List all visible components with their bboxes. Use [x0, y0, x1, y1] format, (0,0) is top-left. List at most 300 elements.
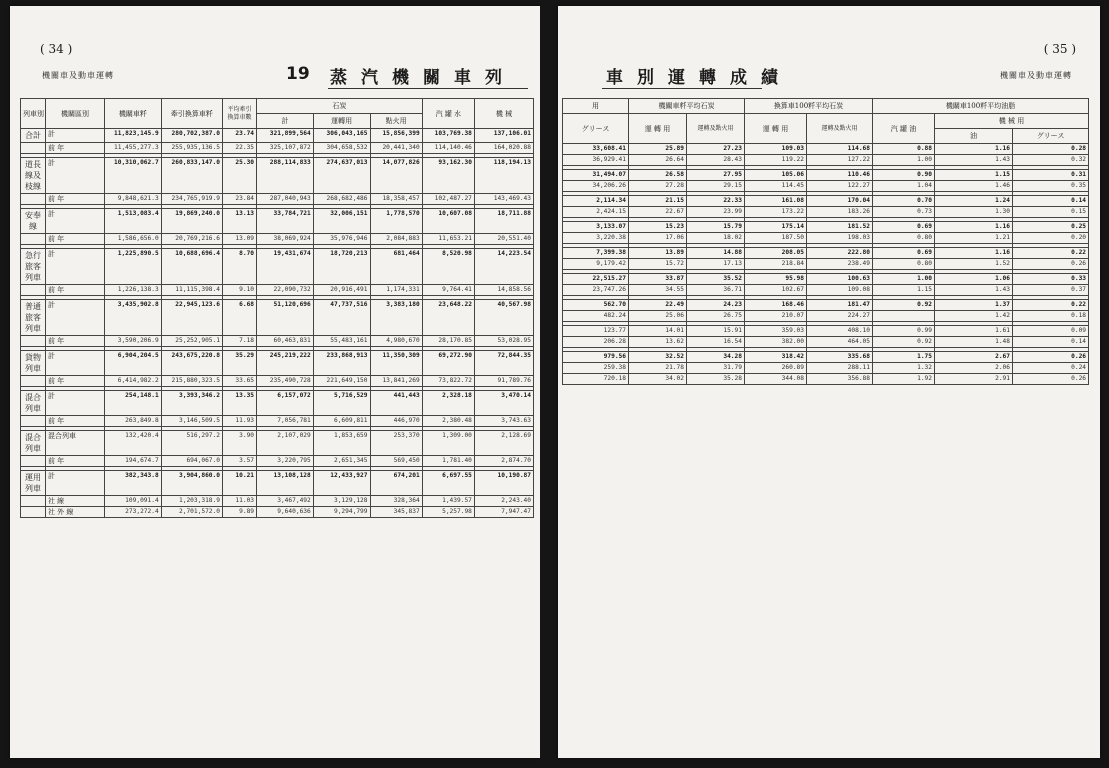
table-cell: 9,640,636 — [257, 507, 314, 518]
table-cell: 27.95 — [687, 170, 745, 181]
table-cell: 0.26 — [1013, 374, 1089, 385]
row-label: 社 外 線 — [45, 507, 104, 518]
table-cell: 1.16 — [935, 248, 1013, 259]
table-cell: 109.03 — [745, 144, 807, 155]
table-cell: 2,128.69 — [474, 431, 533, 456]
table-row — [21, 507, 534, 518]
table-cell: 234,765,919.9 — [161, 194, 222, 205]
table-cell: 181.52 — [807, 222, 873, 233]
table-cell: 53,028.95 — [474, 336, 533, 347]
table-cell: 306,043,165 — [313, 129, 370, 143]
table-cell: 18,711.88 — [474, 209, 533, 234]
row-group-label — [21, 376, 46, 387]
row-group-label: 混合列車 — [21, 391, 46, 416]
table-row — [21, 391, 534, 416]
table-cell: 208.05 — [745, 248, 807, 259]
table-cell: 255,935,136.5 — [161, 143, 222, 154]
table-cell: 3,129,128 — [313, 496, 370, 507]
table-cell: 34.02 — [629, 374, 687, 385]
table-cell: 10,688,696.4 — [161, 249, 222, 285]
table-row — [563, 196, 1089, 207]
table-row — [563, 326, 1089, 337]
book-gutter — [540, 0, 558, 768]
table-cell: 235,490,728 — [257, 376, 314, 387]
table-cell: 1.04 — [873, 181, 935, 192]
col-header-running-2: 運 轉 用 — [745, 114, 807, 144]
table-cell: 114.68 — [807, 144, 873, 155]
table-cell: 344.08 — [745, 374, 807, 385]
table-row — [21, 143, 534, 154]
table-cell: 0.18 — [1013, 311, 1089, 322]
table-cell: 33,784,721 — [257, 209, 314, 234]
table-cell: 9,179.42 — [563, 259, 629, 270]
table-cell: 109,091.4 — [104, 496, 161, 507]
col-header-coal-running: 運轉用 — [313, 114, 370, 129]
table-cell: 1,309.00 — [422, 431, 474, 456]
table-row — [21, 234, 534, 245]
table-cell: 0.22 — [1013, 248, 1089, 259]
table-cell: 127.22 — [807, 155, 873, 166]
table-cell: 0.26 — [1013, 352, 1089, 363]
table-row — [563, 233, 1089, 244]
table-cell: 260.89 — [745, 363, 807, 374]
table-cell: 720.18 — [563, 374, 629, 385]
table-cell: 34,206.26 — [563, 181, 629, 192]
row-group-label: 混合列車 — [21, 431, 46, 456]
table-cell: 12,433,927 — [313, 471, 370, 496]
title-underline-right — [602, 88, 762, 89]
table-cell: 103,769.38 — [422, 129, 474, 143]
table-cell: 304,658,532 — [313, 143, 370, 154]
table-cell: 2.06 — [935, 363, 1013, 374]
table-cell: 1,513,083.4 — [104, 209, 161, 234]
table-row — [21, 351, 534, 376]
table-cell: 1.32 — [873, 363, 935, 374]
row-label: 社 線 — [45, 496, 104, 507]
table-cell: 3.57 — [222, 456, 256, 467]
col-header-coal: 石炭 — [257, 99, 423, 114]
table-cell: 25,252,905.1 — [161, 336, 222, 347]
table-cell: 11,455,277.3 — [104, 143, 161, 154]
table-cell: 14.01 — [629, 326, 687, 337]
table-cell: 0.80 — [873, 259, 935, 270]
table-cell: 0.09 — [1013, 326, 1089, 337]
table-cell: 175.14 — [745, 222, 807, 233]
table-cell: 2,328.18 — [422, 391, 474, 416]
table-cell: 1.52 — [935, 259, 1013, 270]
row-group-label: 道長線及枝線 — [21, 158, 46, 194]
table-cell: 11,823,145.9 — [104, 129, 161, 143]
table-cell: 0.26 — [1013, 259, 1089, 270]
table-cell: 245,219,222 — [257, 351, 314, 376]
table-cell: 51,120,696 — [257, 300, 314, 336]
row-label: 前 年 — [45, 194, 104, 205]
table-row — [21, 285, 534, 296]
left-page — [10, 6, 540, 758]
table-cell: 1,586,656.0 — [104, 234, 161, 245]
table-cell: 1,226,138.3 — [104, 285, 161, 296]
table-cell: 3,467,492 — [257, 496, 314, 507]
row-label: 混合列車 — [45, 431, 104, 456]
table-cell: 260,833,147.0 — [161, 158, 222, 194]
table-cell: 9,848,621.3 — [104, 194, 161, 205]
table-cell: 0.90 — [873, 170, 935, 181]
table-cell: 11,115,398.4 — [161, 285, 222, 296]
row-label: 前 年 — [45, 234, 104, 245]
table-cell: 318.42 — [745, 352, 807, 363]
table-cell: 23.99 — [687, 207, 745, 218]
table-cell: 21.78 — [629, 363, 687, 374]
table-row — [563, 285, 1089, 296]
table-cell: 10,190.87 — [474, 471, 533, 496]
table-cell: 10,310,062.7 — [104, 158, 161, 194]
table-cell: 0.28 — [1013, 144, 1089, 155]
row-label: 計 — [45, 391, 104, 416]
table-cell: 9.10 — [222, 285, 256, 296]
table-cell: 569,450 — [370, 456, 422, 467]
table-cell: 1.37 — [935, 300, 1013, 311]
table-cell: 91,789.76 — [474, 376, 533, 387]
table-cell: 253,370 — [370, 431, 422, 456]
table-cell: 35.52 — [687, 274, 745, 285]
table-cell: 161.08 — [745, 196, 807, 207]
table-row — [563, 170, 1089, 181]
col-header-running-1: 運 轉 用 — [629, 114, 687, 144]
table-cell: 0.15 — [1013, 207, 1089, 218]
table-cell: 170.04 — [807, 196, 873, 207]
table-cell: 24.23 — [687, 300, 745, 311]
table-cell: 8.70 — [222, 249, 256, 285]
row-group-label: 急行旅客列車 — [21, 249, 46, 285]
table-cell: 7,399.38 — [563, 248, 629, 259]
table-cell: 93,162.30 — [422, 158, 474, 194]
locomotive-table-left — [20, 98, 534, 518]
right-table-body — [563, 144, 1089, 385]
table-row — [21, 456, 534, 467]
table-cell: 1.16 — [935, 144, 1013, 155]
table-cell: 233,868,913 — [313, 351, 370, 376]
table-row — [21, 249, 534, 285]
table-cell: 20,769,216.6 — [161, 234, 222, 245]
table-cell: 345,837 — [370, 507, 422, 518]
table-cell: 3,435,902.8 — [104, 300, 161, 336]
table-cell: 34.55 — [629, 285, 687, 296]
table-cell: 0.69 — [873, 248, 935, 259]
running-head-right: 機關車及動車運轉 — [1000, 71, 1072, 80]
table-row — [563, 248, 1089, 259]
table-cell: 38,069,924 — [257, 234, 314, 245]
table-cell — [873, 311, 935, 322]
table-cell: 0.32 — [1013, 155, 1089, 166]
table-cell: 979.56 — [563, 352, 629, 363]
table-row — [563, 155, 1089, 166]
table-cell: 15,856,399 — [370, 129, 422, 143]
table-cell: 118,194.13 — [474, 158, 533, 194]
table-cell: 0.92 — [873, 337, 935, 348]
col-header-avg-oil-per-100km: 機關車100粁平均油脂 — [873, 99, 1089, 114]
table-cell: 382.00 — [745, 337, 807, 348]
page-number: ( 34 ) — [40, 42, 73, 56]
table-cell: 31.79 — [687, 363, 745, 374]
table-cell: 5,716,529 — [313, 391, 370, 416]
row-label: 計 — [45, 129, 104, 143]
table-cell: 100.63 — [807, 274, 873, 285]
table-cell: 1,853,659 — [313, 431, 370, 456]
table-cell: 681,464 — [370, 249, 422, 285]
table-cell: 1,781.40 — [422, 456, 474, 467]
table-cell: 26.64 — [629, 155, 687, 166]
row-label: 計 — [45, 158, 104, 194]
table-cell: 2,380.48 — [422, 416, 474, 427]
table-cell: 3,904,860.0 — [161, 471, 222, 496]
table-cell: 132,420.4 — [104, 431, 161, 456]
col-header-coal-total: 計 — [257, 114, 314, 129]
table-cell: 114,140.46 — [422, 143, 474, 154]
table-cell: 35.28 — [687, 374, 745, 385]
row-group-label — [21, 456, 46, 467]
table-cell: 3,146,509.5 — [161, 416, 222, 427]
row-label: 計 — [45, 351, 104, 376]
table-cell: 287,040,943 — [257, 194, 314, 205]
table-cell: 243,675,220.8 — [161, 351, 222, 376]
table-cell: 0.69 — [873, 222, 935, 233]
table-cell: 441,443 — [370, 391, 422, 416]
table-cell: 31,494.07 — [563, 170, 629, 181]
table-cell: 0.88 — [873, 144, 935, 155]
table-cell: 13.13 — [222, 209, 256, 234]
table-cell: 1.24 — [935, 196, 1013, 207]
table-cell: 181.47 — [807, 300, 873, 311]
table-cell: 33.87 — [629, 274, 687, 285]
table-cell: 335.68 — [807, 352, 873, 363]
table-cell: 273,272.4 — [104, 507, 161, 518]
table-cell: 1.48 — [935, 337, 1013, 348]
table-cell: 69,272.90 — [422, 351, 474, 376]
table-cell: 20,551.40 — [474, 234, 533, 245]
table-cell: 60,463,831 — [257, 336, 314, 347]
table-cell: 23.74 — [222, 129, 256, 143]
table-cell: 13.89 — [629, 248, 687, 259]
row-group-label: 貨物列車 — [21, 351, 46, 376]
table-cell: 674,201 — [370, 471, 422, 496]
table-cell: 47,737,516 — [313, 300, 370, 336]
col-header-avg-coal-per-100km: 換算車100粁平均石炭 — [745, 99, 873, 114]
left-table-body — [21, 129, 534, 518]
row-label: 前 年 — [45, 285, 104, 296]
table-cell: 222.80 — [807, 248, 873, 259]
table-cell: 20,441,340 — [370, 143, 422, 154]
table-cell: 55,483,161 — [313, 336, 370, 347]
table-row — [21, 300, 534, 336]
table-cell: 95.98 — [745, 274, 807, 285]
table-row — [563, 374, 1089, 385]
table-cell: 0.37 — [1013, 285, 1089, 296]
table-cell: 359.03 — [745, 326, 807, 337]
table-cell: 1.15 — [935, 170, 1013, 181]
table-cell: 119.22 — [745, 155, 807, 166]
table-cell: 562.70 — [563, 300, 629, 311]
table-cell: 1.46 — [935, 181, 1013, 192]
table-cell: 13.62 — [629, 337, 687, 348]
table-cell: 22.35 — [222, 143, 256, 154]
table-cell: 0.33 — [1013, 274, 1089, 285]
table-cell: 0.31 — [1013, 170, 1089, 181]
table-cell: 26.75 — [687, 311, 745, 322]
page-title-right: 車別運轉成績 — [606, 68, 792, 88]
table-cell: 0.14 — [1013, 196, 1089, 207]
table-cell: 0.25 — [1013, 222, 1089, 233]
col-header-machine-use: 機 械 用 — [935, 114, 1089, 129]
table-cell: 263,849.8 — [104, 416, 161, 427]
table-cell: 28,170.85 — [422, 336, 474, 347]
row-group-label — [21, 336, 46, 347]
table-cell: 3,590,206.9 — [104, 336, 161, 347]
table-cell: 11.93 — [222, 416, 256, 427]
row-group-label: 安奉線 — [21, 209, 46, 234]
table-cell: 1.00 — [873, 274, 935, 285]
table-cell: 215,880,323.5 — [161, 376, 222, 387]
table-cell: 254,148.1 — [104, 391, 161, 416]
table-cell: 102,487.27 — [422, 194, 474, 205]
table-cell: 23.84 — [222, 194, 256, 205]
table-cell: 6,157,072 — [257, 391, 314, 416]
table-cell: 17.13 — [687, 259, 745, 270]
table-cell: 36.71 — [687, 285, 745, 296]
locomotive-table-right — [562, 98, 1089, 385]
table-cell: 288.11 — [807, 363, 873, 374]
table-cell: 22.67 — [629, 207, 687, 218]
table-cell: 27.28 — [629, 181, 687, 192]
row-group-label — [21, 416, 46, 427]
table-row — [563, 337, 1089, 348]
row-group-label: 普通旅客列車 — [21, 300, 46, 336]
table-cell: 9.89 — [222, 507, 256, 518]
table-cell: 694,067.0 — [161, 456, 222, 467]
table-cell: 280,702,387.0 — [161, 129, 222, 143]
table-cell: 14,858.56 — [474, 285, 533, 296]
col-header-boiler-oil: 汽 罐 油 — [873, 114, 935, 144]
row-label: 計 — [45, 209, 104, 234]
table-cell: 1.42 — [935, 311, 1013, 322]
table-cell: 33.65 — [222, 376, 256, 387]
col-header-coal-lighting: 點火用 — [370, 114, 422, 129]
table-cell: 1.30 — [935, 207, 1013, 218]
table-cell: 464.05 — [807, 337, 873, 348]
table-cell: 114.45 — [745, 181, 807, 192]
table-cell: 23,747.26 — [563, 285, 629, 296]
table-cell: 13,841,269 — [370, 376, 422, 387]
col-header-grease-2: グリース — [1013, 129, 1089, 144]
row-group-label — [21, 285, 46, 296]
table-row — [563, 274, 1089, 285]
table-cell: 198.03 — [807, 233, 873, 244]
table-cell: 1.75 — [873, 352, 935, 363]
table-cell: 11.03 — [222, 496, 256, 507]
table-cell: 382,343.8 — [104, 471, 161, 496]
table-cell: 36,929.41 — [563, 155, 629, 166]
table-cell: 2,243.40 — [474, 496, 533, 507]
row-group-label — [21, 234, 46, 245]
table-row — [563, 352, 1089, 363]
table-cell: 408.10 — [807, 326, 873, 337]
page-title: 蒸汽機關車列 — [330, 68, 516, 88]
col-header-depot: 機關區別 — [45, 99, 104, 129]
table-cell: 109.08 — [807, 285, 873, 296]
table-cell: 1,778,570 — [370, 209, 422, 234]
table-cell: 137,106.01 — [474, 129, 533, 143]
table-cell: 122.27 — [807, 181, 873, 192]
table-cell: 25.30 — [222, 158, 256, 194]
table-cell: 29.15 — [687, 181, 745, 192]
table-cell: 22,515.27 — [563, 274, 629, 285]
table-cell: 0.70 — [873, 196, 935, 207]
table-cell: 143,469.43 — [474, 194, 533, 205]
table-cell: 0.99 — [873, 326, 935, 337]
table-cell: 3.90 — [222, 431, 256, 456]
table-cell: 17.06 — [629, 233, 687, 244]
table-row — [563, 300, 1089, 311]
table-cell: 33,608.41 — [563, 144, 629, 155]
table-cell: 1.21 — [935, 233, 1013, 244]
table-cell: 10.21 — [222, 471, 256, 496]
table-row — [21, 471, 534, 496]
table-cell: 1.92 — [873, 374, 935, 385]
col-header-boiler-water: 汽 罐 水 — [422, 99, 474, 129]
table-cell: 2.67 — [935, 352, 1013, 363]
table-cell: 288,114,833 — [257, 158, 314, 194]
table-row — [563, 363, 1089, 374]
table-cell: 22,945,123.6 — [161, 300, 222, 336]
table-cell: 110.46 — [807, 170, 873, 181]
row-group-label: 合計 — [21, 129, 46, 143]
table-number: 19 — [286, 64, 310, 84]
table-cell: 0.22 — [1013, 300, 1089, 311]
col-header-oil: 油 — [935, 129, 1013, 144]
table-cell: 328,364 — [370, 496, 422, 507]
table-cell: 1.16 — [935, 222, 1013, 233]
row-label: 計 — [45, 249, 104, 285]
table-cell: 2,651,345 — [313, 456, 370, 467]
table-cell: 0.24 — [1013, 363, 1089, 374]
row-label: 前 年 — [45, 376, 104, 387]
table-cell: 173.22 — [745, 207, 807, 218]
table-cell: 2,701,572.0 — [161, 507, 222, 518]
table-cell: 274,637,013 — [313, 158, 370, 194]
table-cell: 35,976,946 — [313, 234, 370, 245]
table-cell: 1.43 — [935, 155, 1013, 166]
table-cell: 0.80 — [873, 233, 935, 244]
table-cell: 40,567.98 — [474, 300, 533, 336]
col-header-avg-coal-per-loco-km: 機關車粁平均石炭 — [629, 99, 745, 114]
col-header-machine: 機 械 — [474, 99, 533, 129]
table-cell: 6.68 — [222, 300, 256, 336]
table-cell: 0.20 — [1013, 233, 1089, 244]
table-cell: 2,874.70 — [474, 456, 533, 467]
table-cell: 16.54 — [687, 337, 745, 348]
table-cell: 9,764.41 — [422, 285, 474, 296]
table-cell: 3,743.63 — [474, 416, 533, 427]
table-cell: 194,674.7 — [104, 456, 161, 467]
table-cell: 2,107,029 — [257, 431, 314, 456]
table-row — [21, 158, 534, 194]
table-cell: 7,947.47 — [474, 507, 533, 518]
row-group-label — [21, 143, 46, 154]
table-cell: 183.26 — [807, 207, 873, 218]
table-cell: 15.72 — [629, 259, 687, 270]
table-cell: 7.18 — [222, 336, 256, 347]
row-label: 計 — [45, 471, 104, 496]
row-label: 前 年 — [45, 456, 104, 467]
